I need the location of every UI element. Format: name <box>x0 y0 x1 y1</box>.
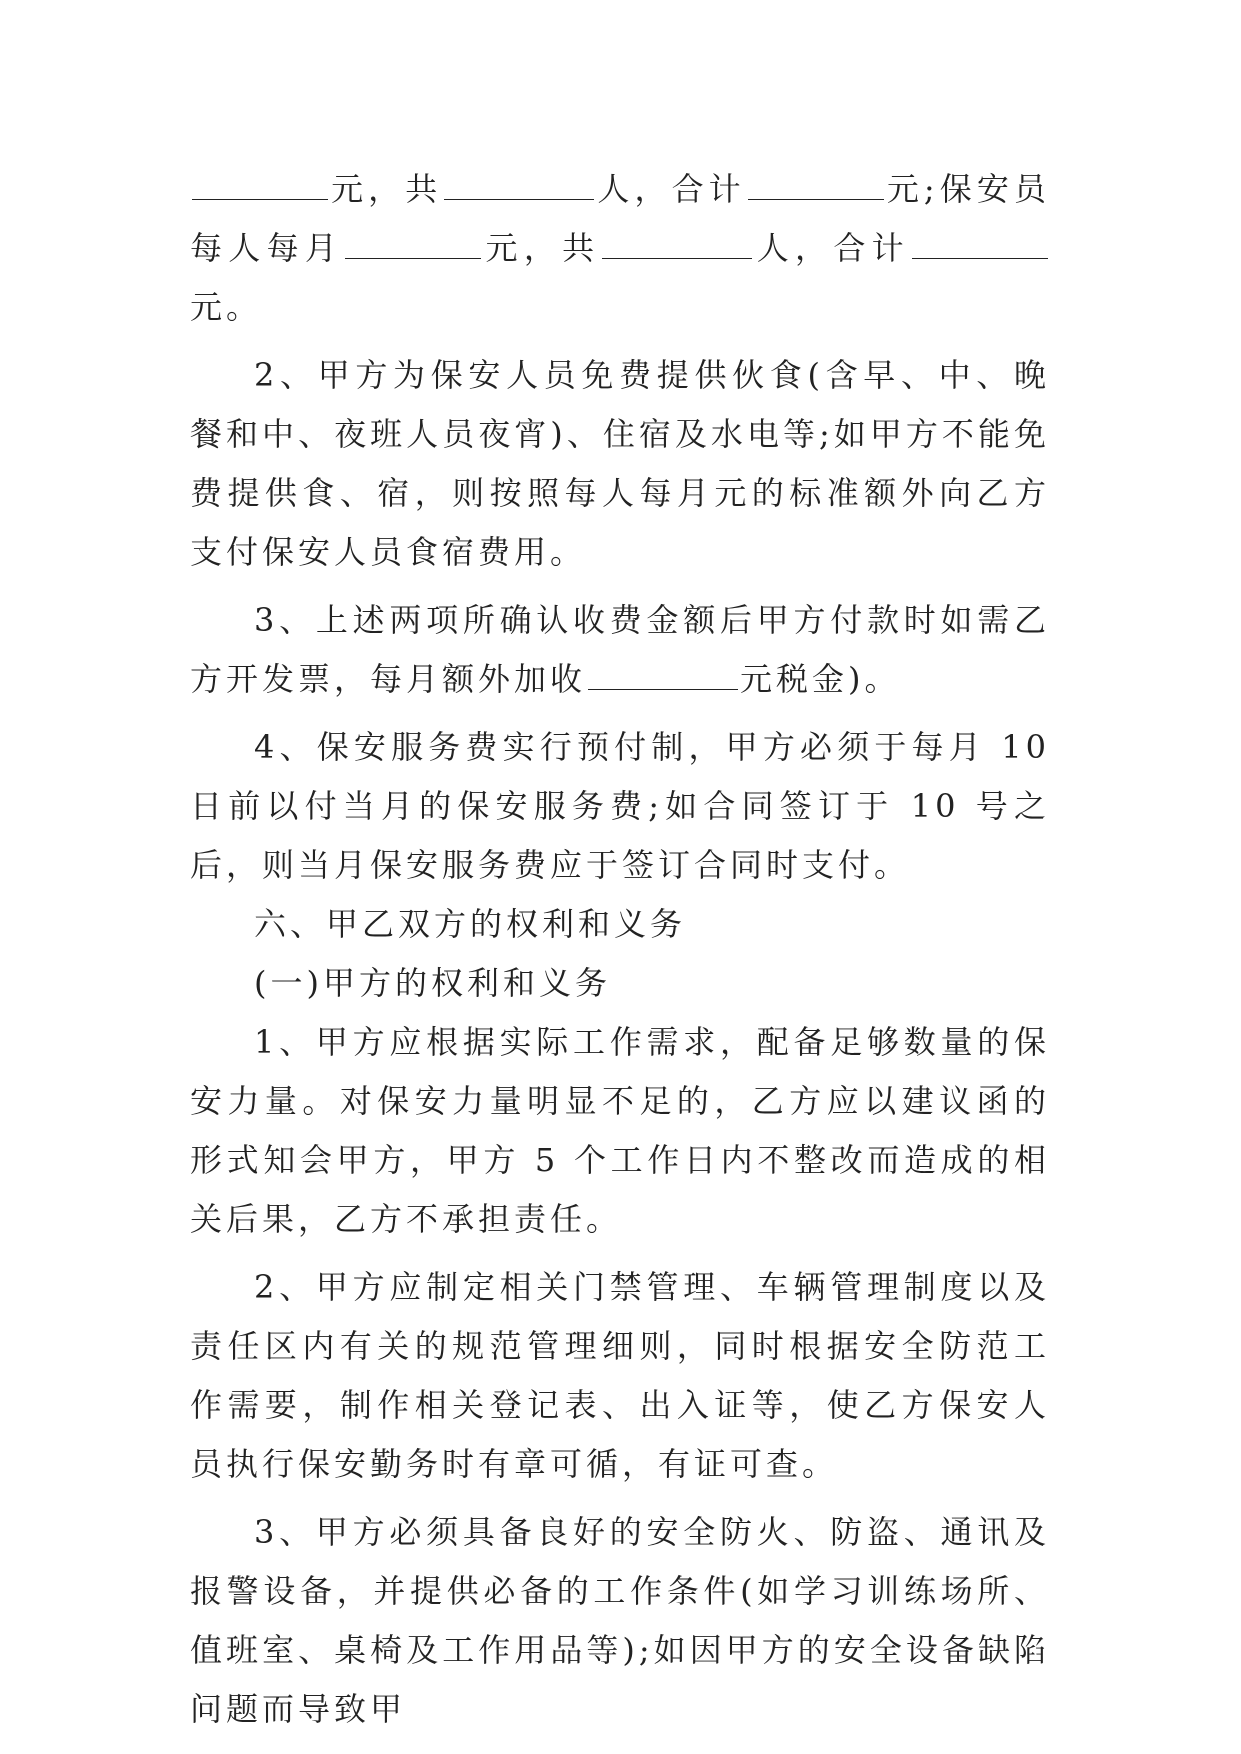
blank-field <box>588 661 738 690</box>
prepay-paragraph: 4、保安服务费实行预付制，甲方必须于每月 10 日前以付当月的保安服务费;如合同签订于 10 号之后，则当月保安服务费应于签订合同时支付。 <box>190 728 1050 884</box>
text-segment: 人，合计 <box>596 170 746 208</box>
blank-field <box>602 230 752 259</box>
blank-field <box>748 171 884 200</box>
fee-paragraph <box>190 160 1050 337</box>
document-page <box>190 160 1050 1739</box>
meals-paragraph: 2、甲方为保安人员免费提供伙食(含早、中、晚餐和中、夜班人员夜宵)、住宿及水电等;如甲方不能免费提供食、宿，则按照每人每月元的标准额外向乙方支付保安人员食宿费用。 <box>190 356 1050 571</box>
clause-paragraph: 2、甲方应制定相关门禁管理、车辆管理制度以及责任区内有关的规范管理细则，同时根据安全防范工作需要，制作相关登记表、出入证等，使乙方保安人员执行保安勤务时有章可循，有证可查。 <box>190 1268 1050 1483</box>
text-segment: 元;保安员每人每月 <box>190 170 1050 267</box>
text-segment: 元税金)。 <box>740 660 901 698</box>
blank-field <box>444 171 594 200</box>
invoice-paragraph <box>190 591 1050 709</box>
text-segment: 3、上述两项所确认收费金额后甲方付款时如需乙方开发票，每月额外加收 <box>190 601 1050 698</box>
text-segment: 元，共 <box>330 170 443 208</box>
blank-field <box>912 230 1048 259</box>
section-heading: 六、甲乙双方的权利和义务 <box>254 905 687 943</box>
clause-paragraph: 3、甲方必须具备良好的安全防火、防盗、通讯及报警设备，并提供必备的工作条件(如学习训练场所、值班室、桌椅及工作用品等);如因甲方的安全设备缺陷问题而导致甲 <box>190 1513 1050 1728</box>
text-segment: 元，共 <box>483 229 601 267</box>
blank-field <box>192 171 328 200</box>
clause-paragraph: 1、甲方应根据实际工作需求，配备足够数量的保安力量。对保安力量明显不足的，乙方应以建议函的形式知会甲方，甲方 5 个工作日内不整改而造成的相关后果，乙方不承担责任。 <box>190 1023 1050 1238</box>
subsection-heading: (一)甲方的权利和义务 <box>254 964 611 1002</box>
text-segment: 人，合计 <box>754 229 910 267</box>
blank-field <box>345 230 481 259</box>
text-segment: 元。 <box>190 288 263 326</box>
